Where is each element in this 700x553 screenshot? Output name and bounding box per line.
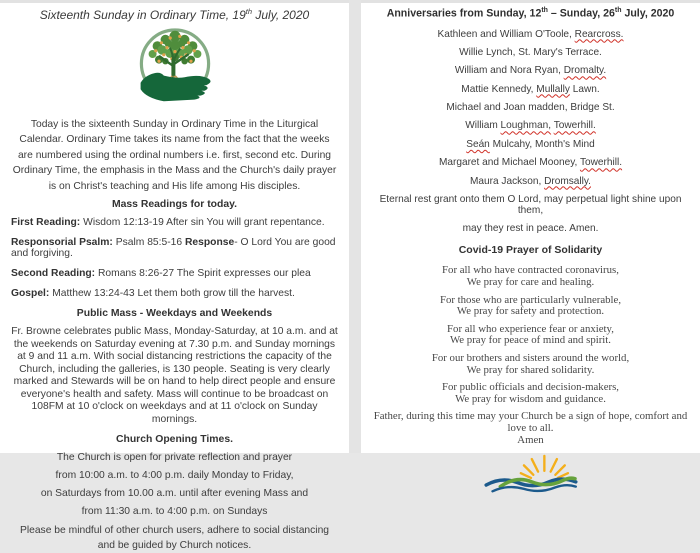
public-mass-paragraph: Fr. Browne celebrates public Mass, Monday-Saturday, at 10 a.m. and at the weekends on Saturday evening at 7.30 p.m. and Sunday mornings at 9 and 11 a.m. With social distancing restrictions the capacity of the Church, including the galleries, is 130 people. Seating is very clearly marked and Stewards will be on hand to help direct people and ensure everyone's health and safety. Mass will continue to be broadcast on 108FM at 10 o'clock on weekdays and at 11 o'clock on Sunday mornings. [11,326,338,425]
title-text: Sixteenth Sunday in Ordinary Time, 19 [39,8,246,22]
misspelled-word: Seán [466,138,490,150]
reading-text: Matthew 13:24-43 Let them both grow till the harvest. [49,288,295,300]
stanza-line: We pray for wisdom and guidance. [455,392,606,405]
reading-line-first [11,217,339,228]
stanza-line: For those who are particularly vulnerable, [439,293,622,306]
anniversary-line [367,157,694,168]
opening-times-line: from 10:00 a.m. to 4:00 p.m. daily Monday to Friday, [55,470,294,482]
intro-paragraph: Today is the sixteenth Sunday in Ordinary Time in the Liturgical Calendar. Ordinary Time takes its name from the fact that the weeks are numbered using the ordinal numbers i.e. first, second etc. During Ordinary Time, the emphasis in the Mass and the Church's daily prayer is on Christ's teaching and His life among His disciples. [12,119,337,192]
closing-line: Amen [517,433,544,446]
misspelled-word: Towerhill. [553,120,596,132]
tree-in-hand-logo-icon [135,26,215,106]
page-gap [349,0,361,453]
anniversary-text: Margaret and Michael Mooney, [438,157,580,169]
opening-times-note: Please be mindful of other church users, adhere to social distancing and be guided by Church notices. [19,525,330,551]
reading-label: Gospel: [11,288,50,300]
anniversary-text: William [465,120,501,132]
opening-times-line: on Saturdays from 10.00 a.m. until after evening Mass and [40,488,309,500]
prayer-stanza [367,295,694,318]
anniversary-text: Michael and Joan madden, Bridge St. [446,102,615,114]
reading-text: Psalm 85:5-16 [112,237,185,249]
stanza-line: We pray for shared solidarity. [466,363,595,376]
anniversary-text: William and Nora Ryan, [454,65,564,77]
anniversaries-heading [367,4,694,21]
stanza-line: We pray for peace of mind and spirit. [449,334,612,347]
misspelled-word: Dromsally. [544,175,591,187]
response-label: Response [184,237,235,249]
public-mass-heading: Public Mass - Weekdays and Weekends [76,308,273,320]
opening-times-line: The Church is open for private reflection and prayer [56,452,293,464]
anniversary-line [367,176,694,187]
misspelled-word: Dromalty. [563,65,607,77]
stanza-line: For all who have contracted coronavirus, [442,264,619,277]
page-title [10,4,339,23]
reading-text: - O Lord You are good and forgiving. [11,237,336,260]
stanza-line: For public officials and decision-makers, [441,381,619,394]
stanza-line: For our brothers and sisters around the world, [431,352,630,364]
covid-prayer-heading: Covid-19 Prayer of Solidarity [458,244,603,257]
closing-line: Father, during this time may your Church be a sign of hope, comfort and love to all. [373,410,688,434]
reading-label: Responsorial Psalm: [11,237,113,249]
mass-readings-heading: Mass Readings for today. [111,199,238,211]
title-ordinal-suffix: th [614,7,622,14]
anniversary-text: Maura Jackson, [470,175,545,187]
bulletin-page-right [361,3,700,453]
reading-text: Wisdom 12:13-19 After sin You will grant repentance. [80,217,325,229]
title-text: July, 2020 [621,7,675,20]
prayer-stanza [367,265,694,288]
prayer-stanza [367,382,694,405]
opening-times-heading: Church Opening Times. [115,434,233,446]
reading-line-gospel [11,288,339,299]
anniversary-line [367,65,694,76]
stanza-line: We pray for care and healing. [466,276,595,289]
anniversary-text: Mattie Kennedy, [461,83,537,95]
misspelled-word: Towerhill. [579,157,623,169]
anniversary-line [367,29,694,40]
eternal-rest-line: may they rest in peace. Amen. [462,223,599,235]
title-ordinal-suffix: th [541,7,548,14]
anniversary-line [367,47,694,58]
stanza-line: For all who experience fear or anxiety, [447,322,614,335]
sunrise-over-waves-logo-icon [479,452,583,496]
anniversary-line [367,139,694,150]
reading-label: Second Reading: [11,268,96,280]
bulletin-page-left [0,3,349,551]
reading-text: Romans 8:26-27 The Spirit expresses our plea [95,268,311,280]
anniversary-text: Kathleen and William O'Toole, [437,28,575,40]
misspelled-word: Mullally [536,83,570,95]
reading-line-psalm [11,237,339,259]
opening-times-line: from 11:30 a.m. to 4:00 p.m. on Sundays [81,506,268,518]
prayer-closing [367,411,694,446]
anniversary-text: Mulcahy, Month's Mind [489,138,595,150]
parish-footer-logo-container [367,452,694,501]
title-text: – Sunday, 26 [547,7,615,20]
misspelled-word: Loughman, [500,120,552,132]
anniversary-line [367,84,694,95]
anniversary-text: Lawn. [569,83,600,95]
misspelled-word: Rearcross. [574,28,624,40]
parish-logo-container [10,26,339,111]
title-ordinal-suffix: th [245,7,253,16]
eternal-rest-line: Eternal rest grant onto them O Lord, may perpetual light shine upon them, [379,194,682,217]
prayer-stanza [367,353,694,376]
title-text: Anniversaries from Sunday, 12 [386,7,542,20]
stanza-line: We pray for safety and protection. [456,305,605,318]
anniversary-line [367,120,694,131]
title-text: July, 2020 [252,8,310,22]
anniversary-line [367,102,694,113]
prayer-stanza [367,324,694,347]
reading-label: First Reading: [11,217,81,229]
anniversary-text: Willie Lynch, St. Mary's Terrace. [459,46,602,58]
reading-line-second [11,268,339,279]
